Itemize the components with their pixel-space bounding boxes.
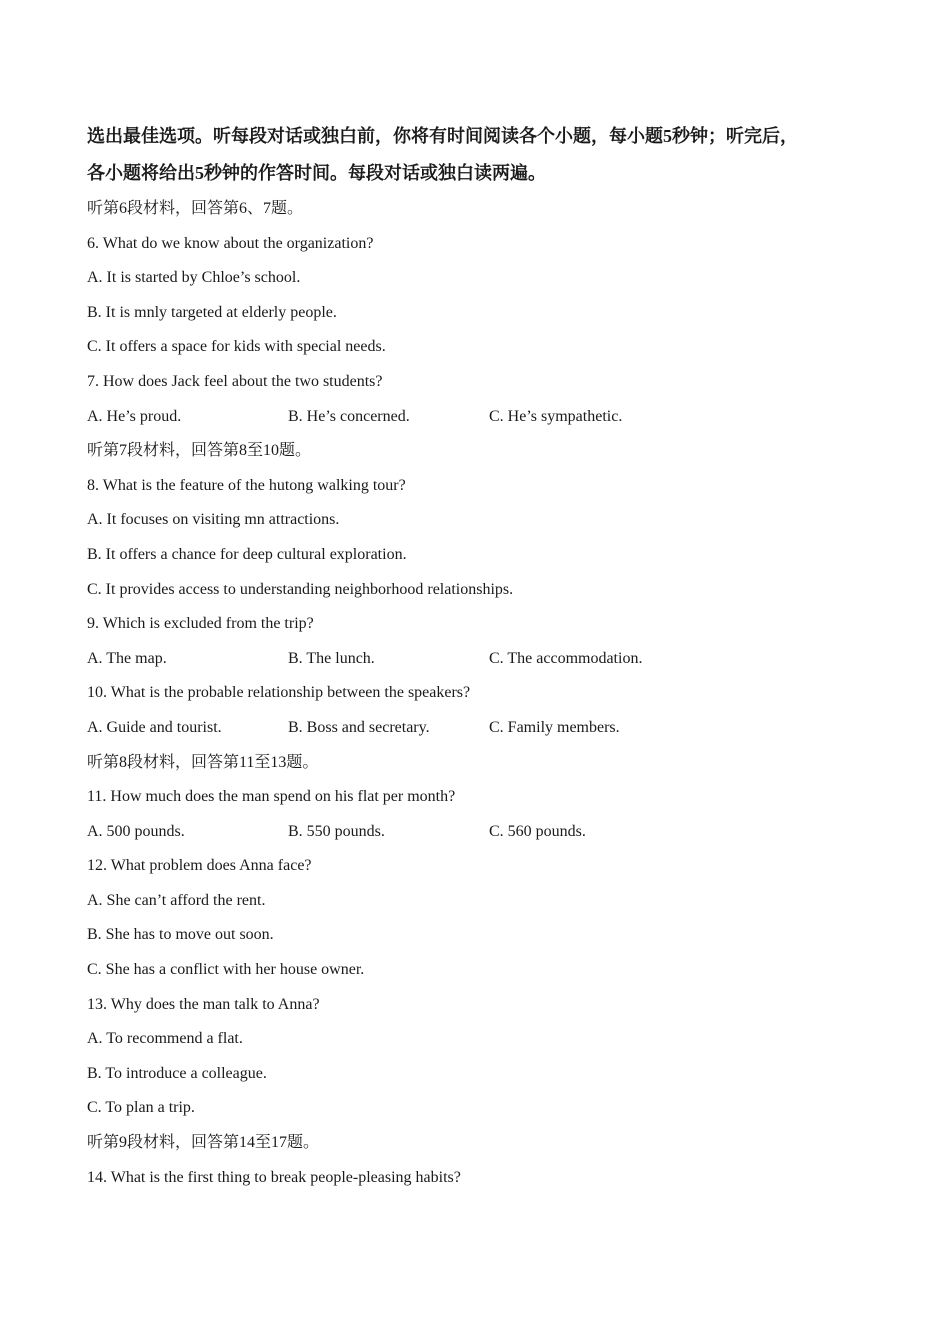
- option-choice: A. 500 pounds.: [87, 822, 185, 840]
- option-text: A. It is started by Chloe’s school.: [87, 269, 301, 287]
- question-text: 10. What is the probable relationship between the speakers?: [87, 684, 471, 702]
- option-choice: B. The lunch.: [288, 649, 375, 667]
- question-text: 9. Which is excluded from the trip?: [87, 615, 314, 633]
- option-choice: C. 560 pounds.: [489, 822, 586, 840]
- section-heading: 听第8段材料，回答第11至13题。: [87, 753, 319, 771]
- section-heading: 听第9段材料，回答第14至17题。: [87, 1134, 320, 1152]
- option-choice: C. Family members.: [489, 718, 620, 736]
- instructions-line-2: 各小题将给出5秒钟的作答时间。每段对话或独白读两遍。: [87, 163, 546, 183]
- option-text: C. To plan a trip.: [87, 1099, 195, 1117]
- section-heading: 听第7段材料，回答第8至10题。: [87, 442, 312, 460]
- question-text: 13. Why does the man talk to Anna?: [87, 995, 320, 1013]
- question-text: 14. What is the first thing to break people-pleasing habits?: [87, 1168, 461, 1186]
- option-text: C. It provides access to understanding neighborhood relationships.: [87, 580, 514, 598]
- question-text: 12. What problem does Anna face?: [87, 857, 312, 875]
- option-text: B. To introduce a colleague.: [87, 1064, 267, 1082]
- option-text: B. It offers a chance for deep cultural exploration.: [87, 545, 407, 563]
- option-row: [87, 400, 867, 435]
- option-choice: B. He’s concerned.: [288, 407, 410, 425]
- question-text: 8. What is the feature of the hutong walking tour?: [87, 476, 406, 494]
- option-choice: A. The map.: [87, 649, 167, 667]
- option-choice: B. Boss and secretary.: [288, 718, 430, 736]
- option-row: [87, 815, 867, 850]
- question-text: 11. How much does the man spend on his flat per month?: [87, 788, 456, 806]
- option-text: C. She has a conflict with her house owner.: [87, 961, 365, 979]
- option-choice: A. He’s proud.: [87, 407, 182, 425]
- option-text: C. It offers a space for kids with special needs.: [87, 338, 386, 356]
- option-choice: C. The accommodation.: [489, 649, 643, 667]
- instructions-line-1: 选出最佳选项。听每段对话或独白前，你将有时间阅读各个小题，每小题5秒钟；听完后，: [87, 126, 798, 146]
- question-text: 7. How does Jack feel about the two students?: [87, 372, 383, 390]
- option-text: A. To recommend a flat.: [87, 1030, 243, 1048]
- section-heading: 听第6段材料，回答第6、7题。: [87, 200, 304, 217]
- exam-page: [87, 118, 867, 1195]
- option-choice: C. He’s sympathetic.: [489, 407, 623, 425]
- option-text: B. It is mnly targeted at elderly people.: [87, 303, 337, 321]
- option-row: [87, 711, 867, 746]
- question-list: [87, 192, 867, 1195]
- option-row: [87, 642, 867, 677]
- option-text: A. She can’t afford the rent.: [87, 891, 266, 909]
- option-choice: B. 550 pounds.: [288, 822, 385, 840]
- option-choice: A. Guide and tourist.: [87, 718, 222, 736]
- option-text: A. It focuses on visiting mn attractions.: [87, 511, 340, 529]
- question-text: 6. What do we know about the organization?: [87, 234, 374, 252]
- option-text: B. She has to move out soon.: [87, 926, 274, 944]
